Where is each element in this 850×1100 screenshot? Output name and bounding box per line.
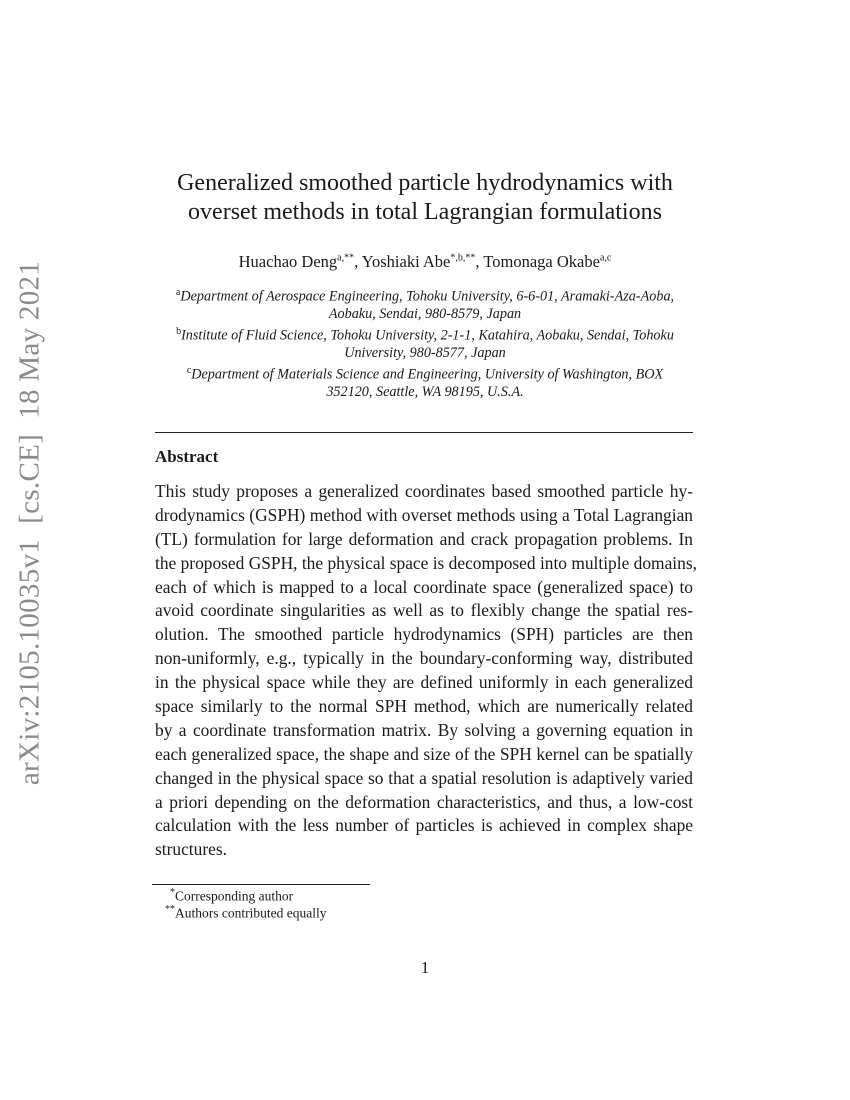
abstract-line: in the physical space while they are defined uniformly in each generalized — [155, 672, 693, 693]
abstract-line: (TL) formulation for large deformation and crack propagation problems. In — [155, 528, 693, 549]
affiliation-mark: a — [175, 287, 181, 298]
affiliation-mark: b — [176, 326, 182, 338]
affiliation-line: Department of Materials Science and Engineering, University of Washington, BOX — [191, 367, 664, 384]
paper-title-line-2: overset methods in total Lagrangian formulations — [188, 199, 662, 225]
abstract-top-rule — [155, 432, 693, 433]
abstract-line: non-uniformly, e.g., typically in the boundary-conforming way, distributed — [155, 648, 693, 669]
abstract-line: each generalized space, the shape and size of the SPH kernel can be spatially — [155, 743, 693, 764]
affiliation-line: Institute of Fluid Science, Tohoku University, 2-1-1, Katahira, Aobaku, Sendai, Tohoku — [181, 327, 674, 344]
abstract-line: avoid coordinate singularities as well as to flexibly change the spatial res- — [155, 600, 693, 621]
abstract-line: each of which is mapped to a local coordinate space (generalized space) to — [155, 576, 693, 597]
arxiv-stamp: arXiv:2105.10035v1 [cs.CE] 18 May 2021 — [13, 260, 46, 786]
footnote-rule — [152, 884, 370, 885]
author-marks: a,** — [337, 252, 355, 264]
abstract-line: This study proposes a generalized coordinates based smoothed particle hy- — [155, 481, 693, 501]
abstract-line: calculation with the less number of particles is achieved in complex shape — [155, 815, 693, 836]
footnote-1 — [170, 887, 293, 905]
footnote-mark: ** — [165, 904, 175, 915]
abstract-line: drodynamics (GSPH) method with overset methods using a Total Lagrangian — [155, 504, 693, 525]
abstract-line: olution. The smoothed particle hydrodynamics (SPH) particles are then — [155, 624, 693, 645]
affiliation-line: Department of Aerospace Engineering, Tohoku University, 6-6-01, Aramaki-Aza-Aoba, — [180, 288, 675, 305]
author-list: Huachao Deng$^{a,**}$, Yoshiaki Abe$^{*,b,**}$, Tomonaga Okabe$^{a,c}$ — [238, 252, 612, 271]
footnote-2 — [165, 904, 326, 922]
affiliation-c — [150, 362, 700, 401]
footnote-text: Corresponding author — [175, 888, 294, 904]
paper-title-line-1: Generalized smoothed particle hydrodynamics with — [177, 170, 673, 196]
affiliation-line: 352120, Seattle, WA 98195, U.S.A. — [326, 384, 524, 401]
abstract-body — [155, 480, 697, 862]
author-name: Tomonaga Okabe — [483, 252, 600, 271]
affiliations — [150, 284, 700, 401]
affiliation-mark: c — [186, 365, 192, 377]
affiliation-a — [150, 284, 700, 323]
abstract-line: the proposed GSPH, the physical space is decomposed into multiple domains, — [155, 552, 697, 573]
abstract-line: structures. — [155, 839, 227, 860]
abstract-line: by a coordinate transformation matrix. By solving a governing equation in — [155, 719, 693, 740]
footnote-mark: * — [170, 887, 175, 898]
affiliation-line: Aobaku, Sendai, 980-8579, Japan — [328, 305, 522, 322]
footnote-text: Authors contributed equally — [175, 905, 327, 921]
affiliation-b — [150, 323, 700, 362]
author-marks: a,c — [599, 252, 612, 264]
affiliation-line: University, 980-8577, Japan — [344, 345, 506, 362]
abstract-line: a priori depending on the deformation characteristics, and thus, a low-cost — [155, 791, 693, 812]
author-marks: *,b,** — [450, 252, 476, 264]
abstract-heading: Abstract — [155, 447, 219, 466]
abstract-line: changed in the physical space so that a spatial resolution is adaptively varied — [155, 767, 693, 788]
author-name: Huachao Deng — [238, 252, 338, 271]
abstract-line: space similarly to the normal SPH method, which are numerically related — [155, 696, 693, 717]
author-name: Yoshiaki Abe — [361, 252, 451, 271]
page-number: 1 — [420, 958, 430, 977]
